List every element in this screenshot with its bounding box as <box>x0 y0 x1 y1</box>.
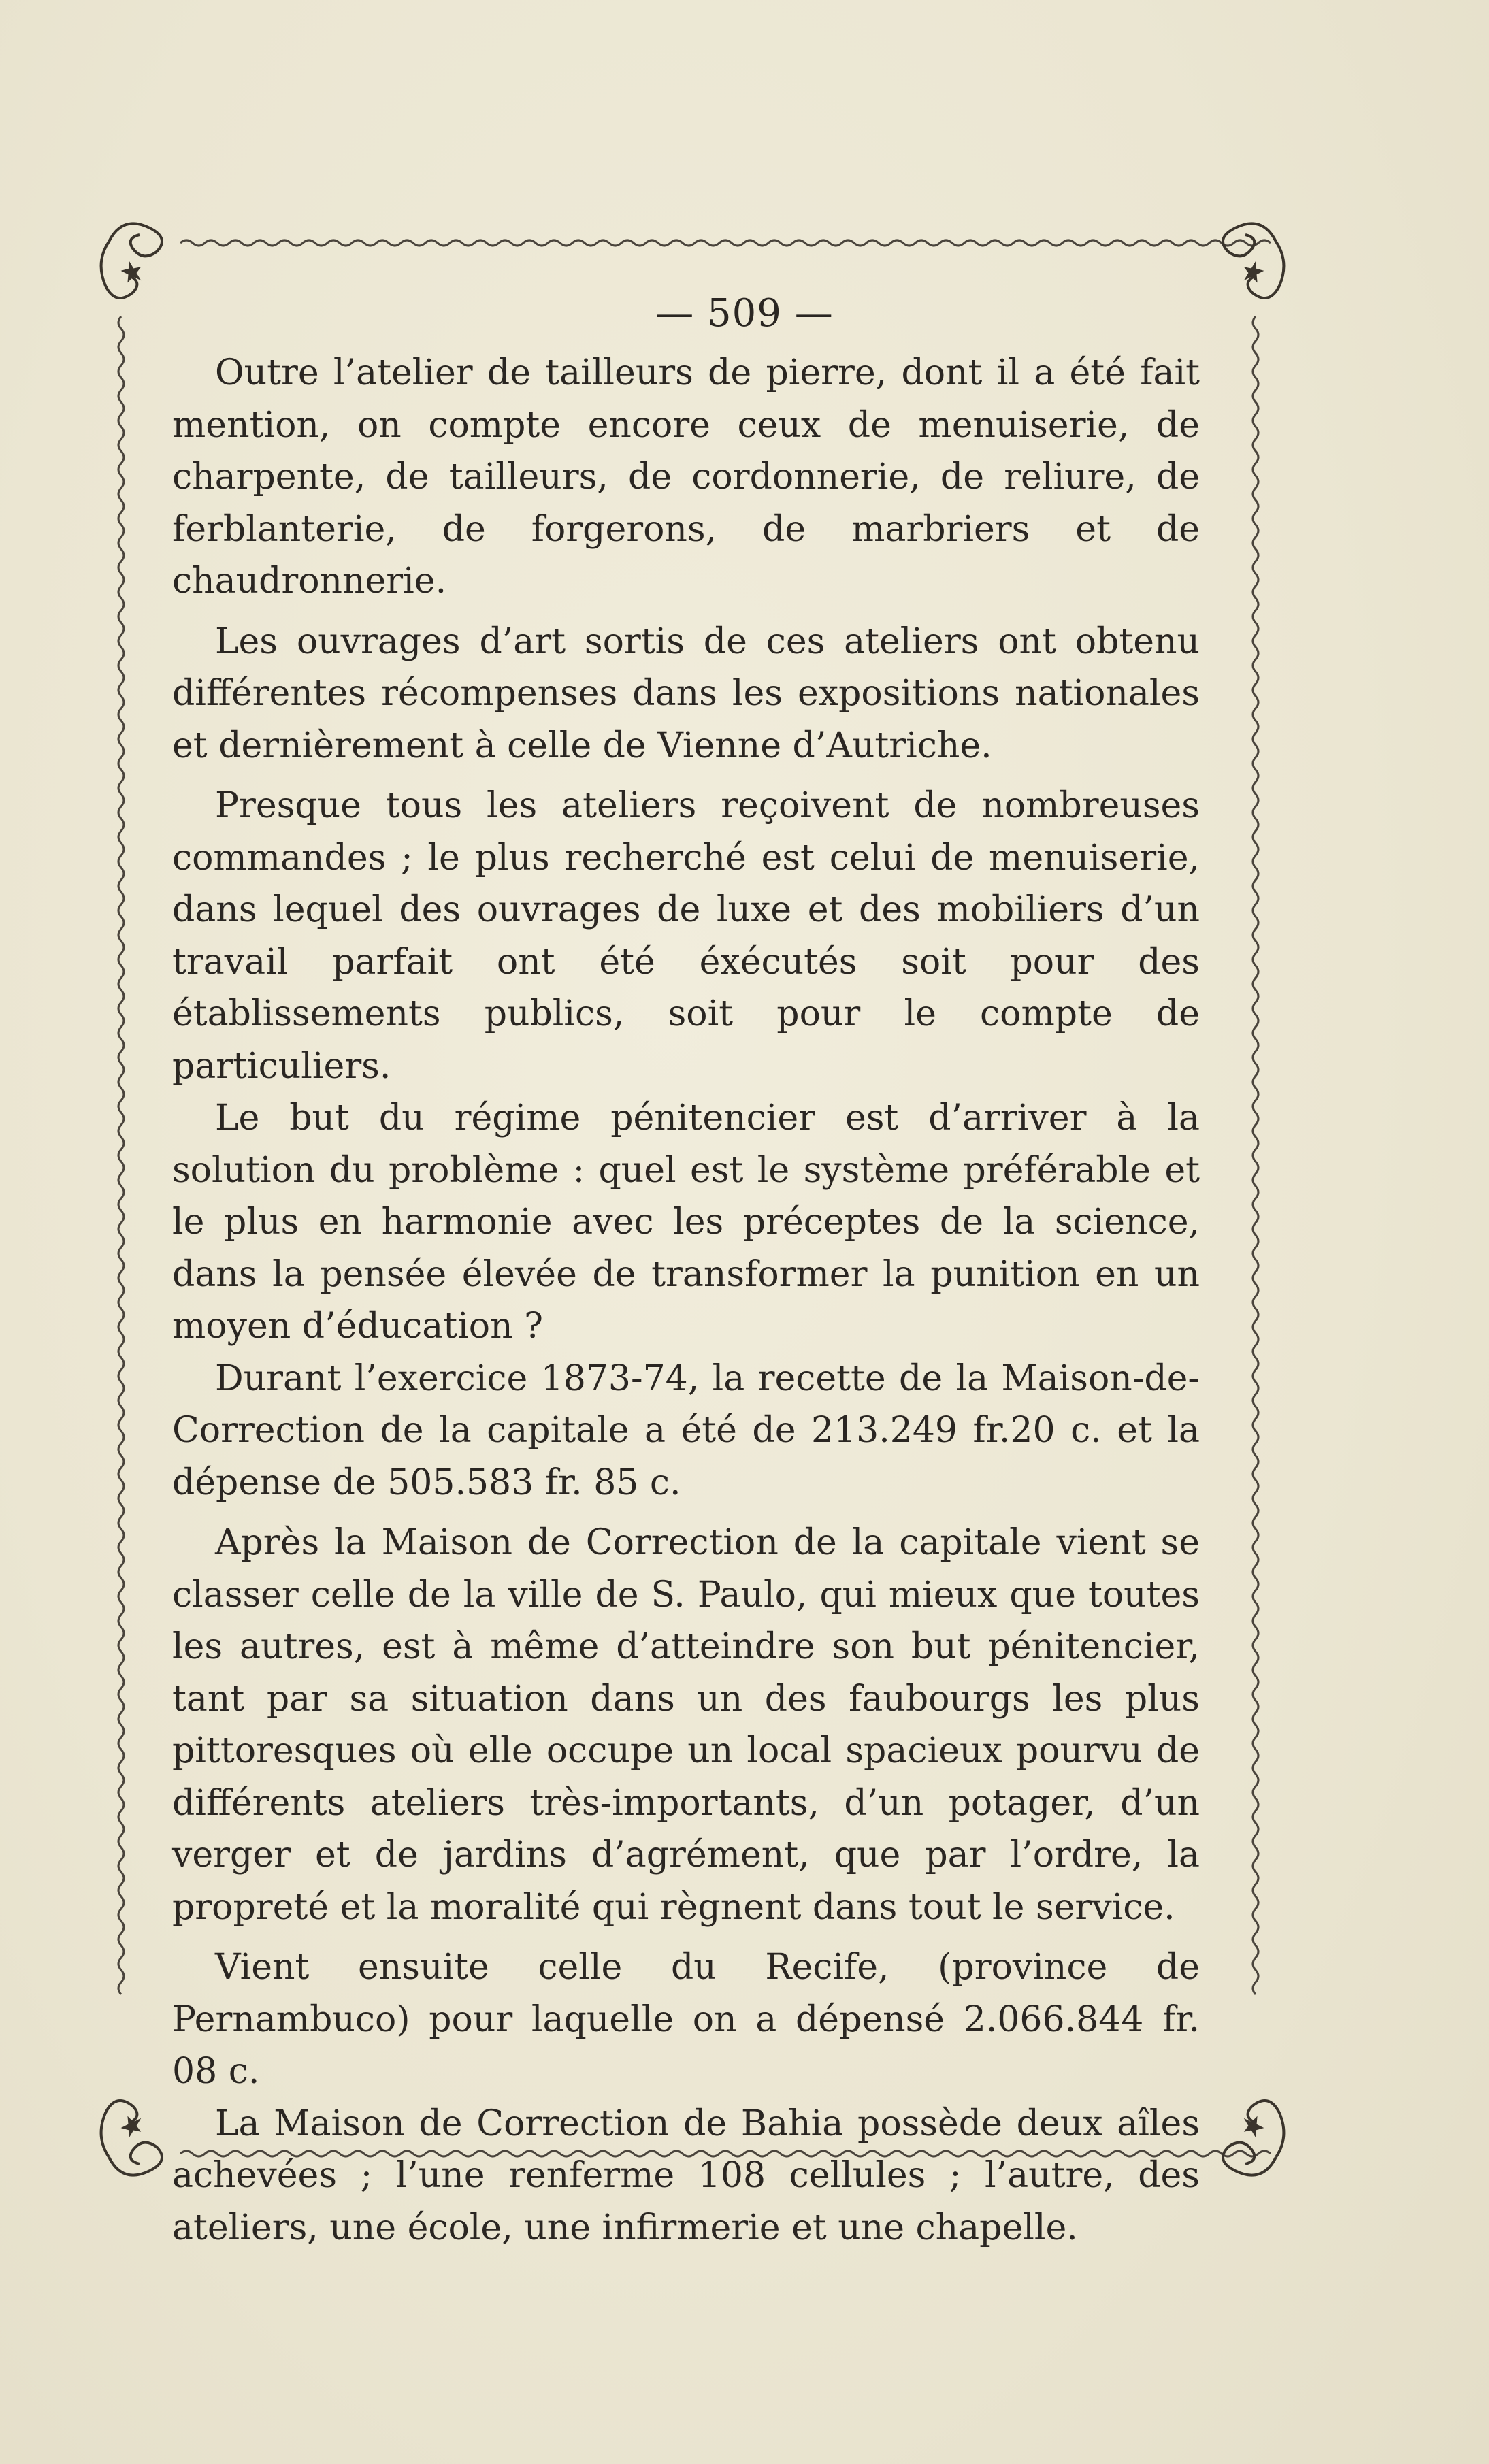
corner-ornament-bottom-left-icon <box>101 2101 162 2175</box>
page-number: — 509 — <box>655 291 834 335</box>
paragraph: Durant l’exercice 1873-74, la recette de la Maison-de-Correction de la capitale a été de 213.249 fr.20 c. et la dépense de 505.583 fr. 85 c. <box>172 1358 1200 1503</box>
right-wavy-rule <box>1253 316 1258 1994</box>
paragraph: Outre l’atelier de tailleurs de pierre, dont il a été fait mention, on compte encore ceux de menuiserie, de charpente, de tailleurs, de cordonnerie, de reliure, de ferblanterie, de forgerons, de marbriers et de chaudronnerie. <box>172 352 1200 602</box>
body-text <box>172 347 1200 2254</box>
corner-ornament-bottom-right-icon <box>1223 2101 1283 2175</box>
paragraph: La Maison de Correction de Bahia possède deux aîles achevées ; l’une renferme 108 cellules ; l’autre, des ateliers, une école, une infirmerie et une chapelle. <box>172 2103 1200 2248</box>
paragraph: Après la Maison de Correction de la capitale vient se classer celle de la ville de S. Paulo, qui mieux que toutes les autres, est à même d’atteindre son but pénitencier, tant par sa situation dans un des faubourgs les plus pittoresques où elle occupe un local spacieux pourvu de différents ateliers très-importants, d’un potager, d’un verger et de jardins d’agrément, que par l’ordre, la propreté et la moralité qui règnent dans tout le service. <box>172 1522 1200 1928</box>
paragraph: Le but du régime pénitencier est d’arriver à la solution du problème : quel est le système préférable et le plus en harmonie avec les préceptes de la science, dans la pensée élevée de transformer la punition en un moyen d’éducation ? <box>172 1098 1200 1347</box>
paragraph: Les ouvrages d’art sortis de ces ateliers ont obtenu différentes récompenses dans les expositions nationales et dernièrement à celle de Vienne d’Autriche. <box>172 621 1200 766</box>
paragraph: Vient ensuite celle du Recife, (province de Pernambuco) pour laquelle on a dépensé 2.066.844 fr. 08 c. <box>172 1947 1200 2092</box>
left-wavy-rule <box>118 316 124 1994</box>
paragraph: Presque tous les ateliers reçoivent de nombreuses commandes ; le plus recherché est celui de menuiserie, dans lequel des ouvrages de luxe et des mobiliers d’un travail parfait ont été éxécutés soit pour des établissements publics, soit pour le compte de particuliers. <box>172 785 1200 1087</box>
top-wavy-rule <box>180 240 1271 246</box>
corner-ornament-top-left-icon <box>101 223 162 298</box>
corner-ornament-top-right-icon <box>1223 223 1283 298</box>
